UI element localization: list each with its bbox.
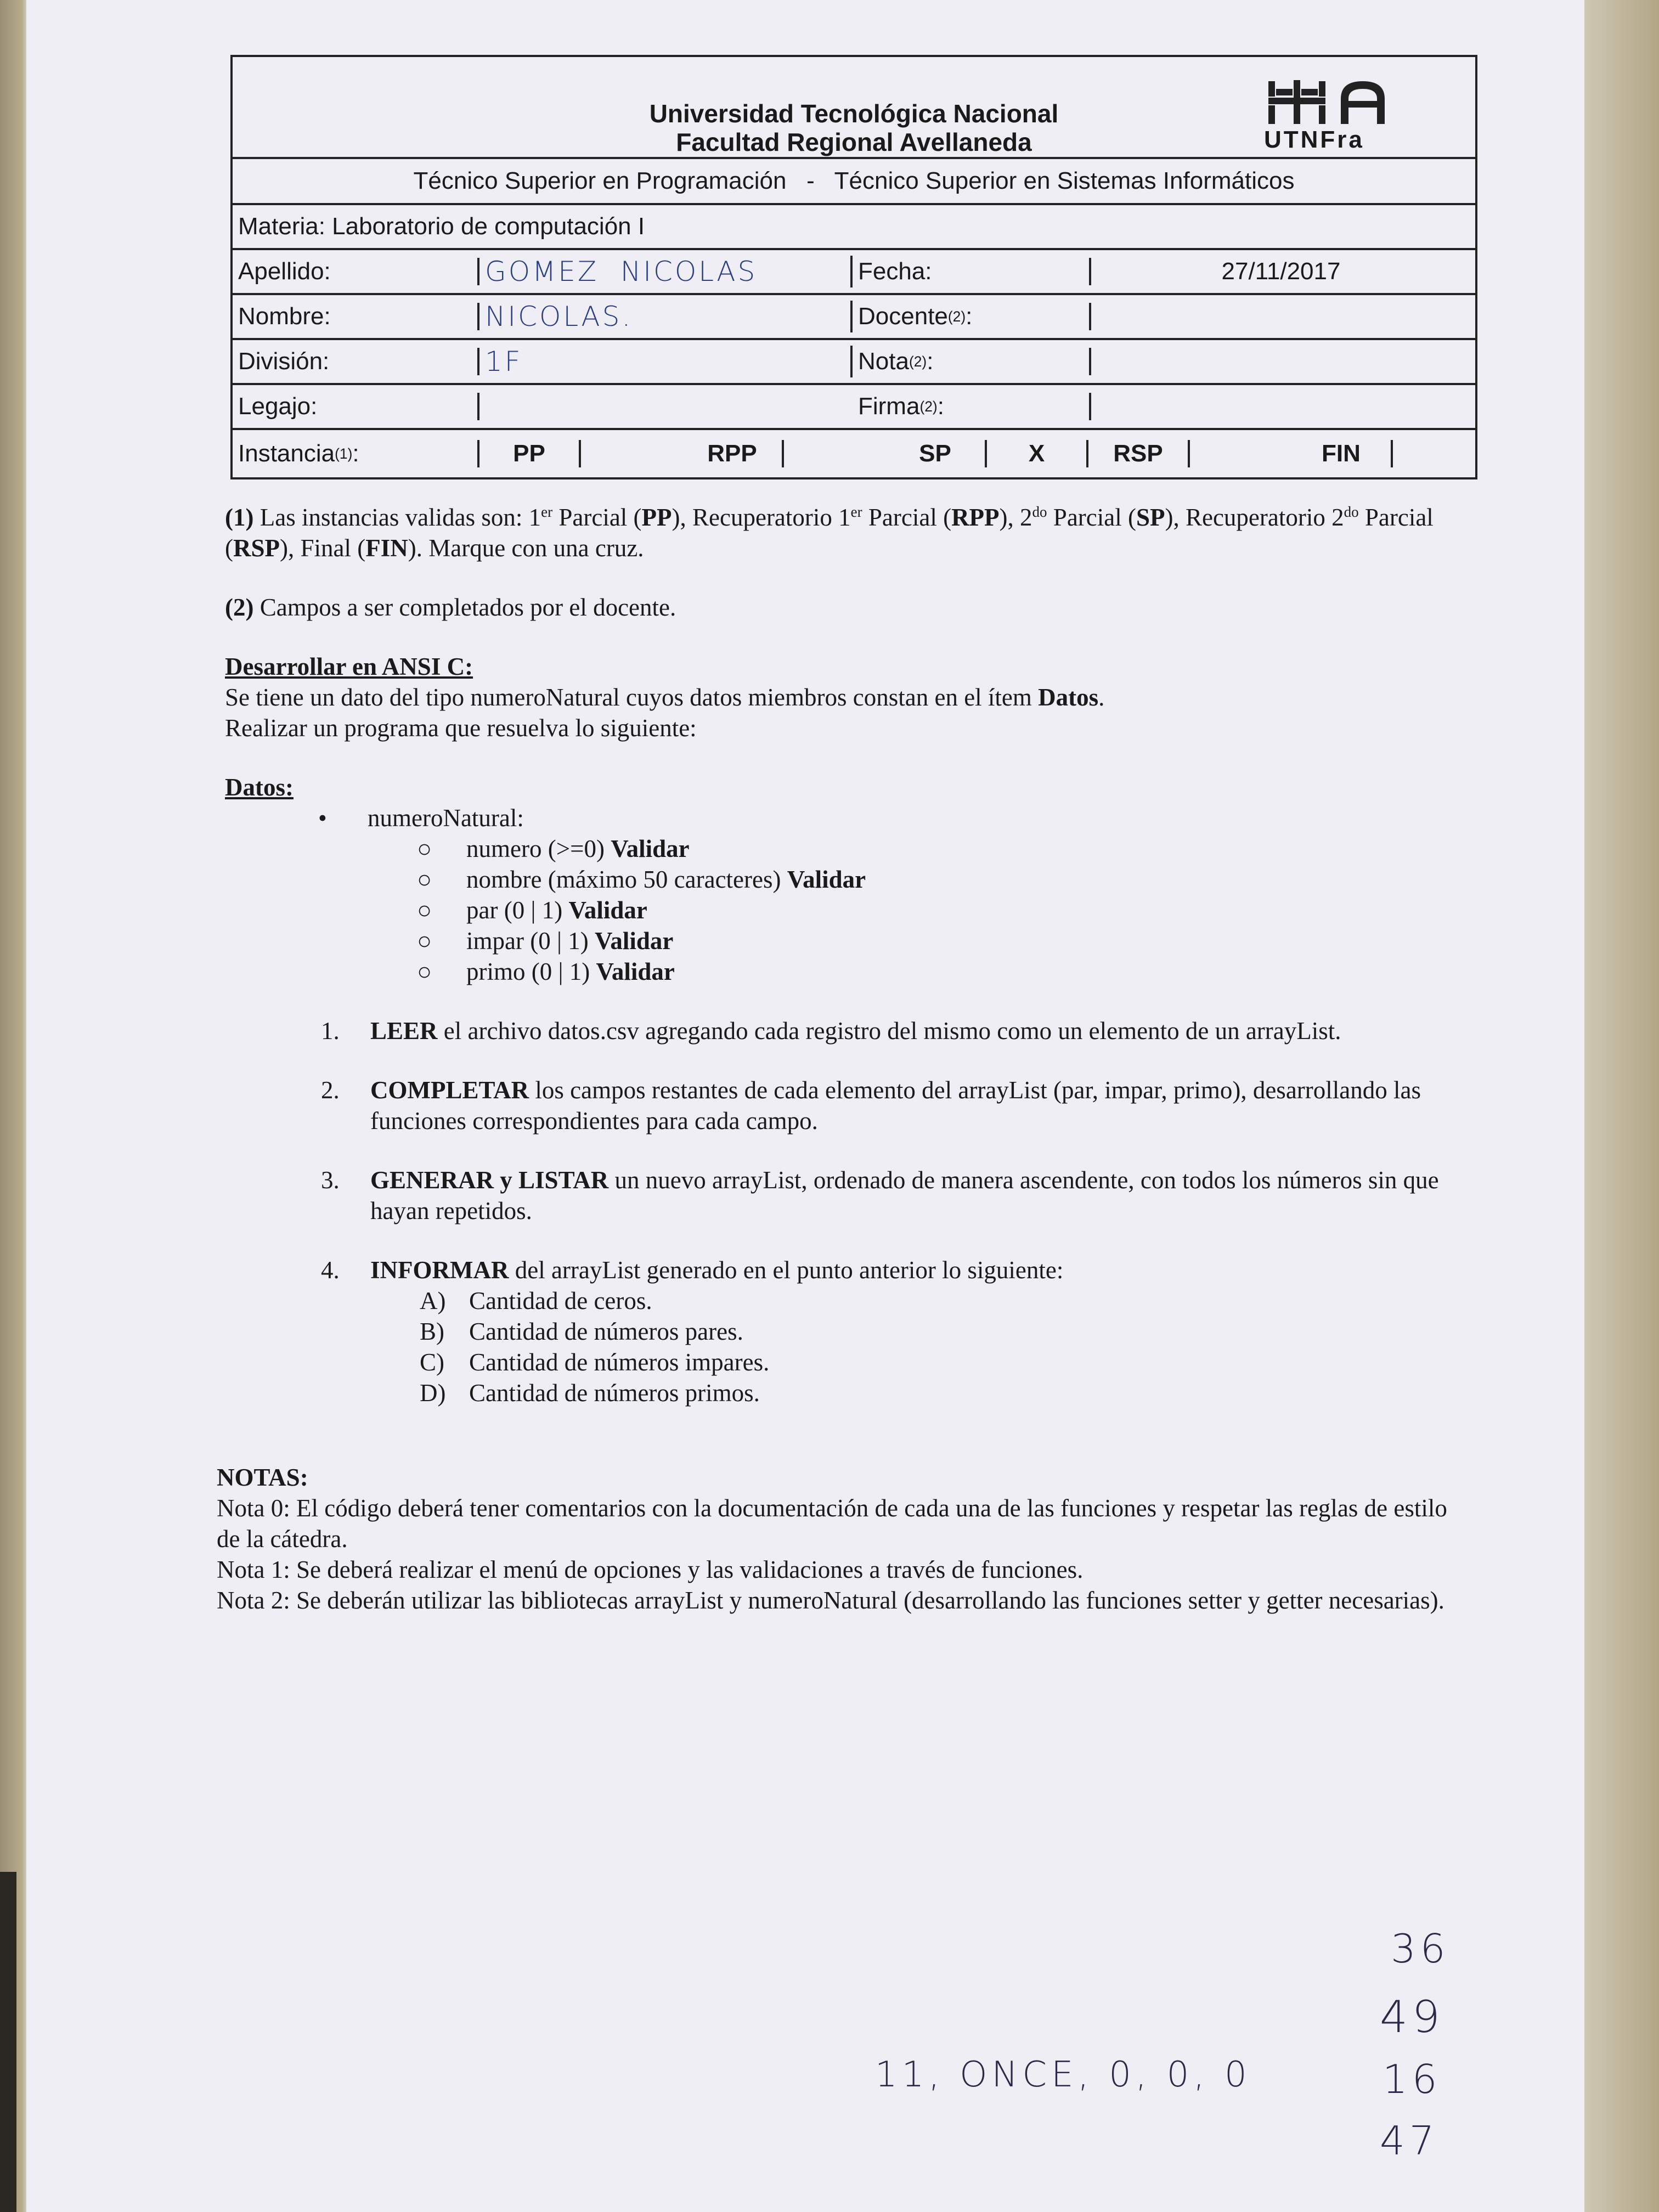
field-item: ○ par (0 | 1) Validar <box>466 895 1459 926</box>
nombre-value[interactable]: NICOLAS. <box>479 301 853 332</box>
docente-label: Docente (2) : <box>853 303 1091 330</box>
notes-section <box>217 1462 1451 1616</box>
instancia-rpp: RPP <box>682 440 784 467</box>
firma-label: Firma (2) : <box>853 393 1091 420</box>
handwritten-number: 36 <box>1391 1926 1450 1972</box>
circle-bullet-icon: ○ <box>417 896 432 924</box>
field-item: ○ numero (>=0) Validar <box>466 833 1459 864</box>
utn-logo-icon <box>1264 77 1401 126</box>
background-surface <box>0 1872 16 2212</box>
fecha-label: Fecha: <box>853 258 1091 285</box>
instancia-rsp: RSP <box>1088 440 1190 467</box>
apellido-row <box>233 250 1475 295</box>
division-row <box>233 340 1475 385</box>
intro-line-2: Realizar un programa que resuelva lo siguiente: <box>225 714 697 742</box>
section-heading: Desarrollar en ANSI C: <box>225 653 473 680</box>
apellido-value[interactable]: GOMEZ NICOLAS <box>479 256 853 287</box>
fecha-value: 27/11/2017 <box>1221 258 1341 285</box>
note-2-text: Nota 2: Se deberán utilizar las bibliotecas arrayList y numeroNatural (desarrollando las funciones setter y getter necesarias). <box>217 1587 1444 1614</box>
task-item: 2. COMPLETAR los campos restantes de cada elemento del arrayList (par, impar, primo), desarrollando las funciones correspondientes para cada campo. <box>321 1076 1421 1135</box>
division-label: División: <box>233 348 479 375</box>
division-value[interactable]: 1F <box>479 346 853 377</box>
nota-label: Nota (2) : <box>853 348 1091 375</box>
instancia-fin: FIN <box>1291 440 1393 467</box>
notes-heading: NOTAS: <box>217 1464 308 1491</box>
datos-heading: Datos: <box>225 774 294 801</box>
task-item: 3. GENERAR y LISTAR un nuevo arrayList, ordenado de manera ascendente, con todos los números sin que hayan repetidos. <box>321 1166 1439 1224</box>
university-name: Universidad Tecnológica Nacional <box>649 99 1059 128</box>
list-item: • numeroNatural: ○ numero (>=0) Validar ○ nombre (máximo 50 caracteres) Validar ○ par (0 | 1) Validar ○ impar (0 | 1) Validar ○ primo (0 | 1) Validar <box>368 803 1459 987</box>
note-0: Nota 0: El código deberá tener comentarios con la documentación de cada una de las funciones y respetar las reglas de estilo de la cátedra. <box>217 1494 1447 1553</box>
circle-bullet-icon: ○ <box>417 958 432 985</box>
legajo-row <box>233 385 1475 430</box>
handwritten-number: 49 <box>1380 1991 1444 2042</box>
bullet-icon: • <box>318 804 327 832</box>
task-item: 1. LEER el archivo datos.csv agregando cada registro del mismo como un elemento de un arrayList. <box>321 1017 1341 1045</box>
circle-bullet-icon: ○ <box>417 927 432 955</box>
note-1: (1) Las instancias validas son: 1er Parcial (PP), Recuperatorio 1er Parcial (RPP), $2^{do}$ Parcial (SP), Recuperatorio $2^{do}$ Parcial (RSP), Final (FIN). Marque con una cruz. <box>225 504 1434 562</box>
nombre-label: Nombre: <box>233 303 479 330</box>
note-1-text: Nota 1: Se deberá realizar el menú de opciones y las validaciones a través de funciones. <box>217 1556 1084 1583</box>
utn-logo-text: UTNFra <box>1264 126 1364 153</box>
handwritten-number: 47 <box>1380 2118 1439 2164</box>
intro-line-1: Se tiene un dato del tipo numeroNatural cuyos datos miembros constan en el ítem Datos. <box>225 684 1105 711</box>
apellido-label: Apellido: <box>233 258 479 285</box>
informar-item: A) Cantidad de ceros. <box>420 1287 652 1314</box>
informar-list <box>420 1285 1459 1408</box>
field-list <box>417 833 1459 987</box>
handwritten-csv-line: 11, ONCE, 0, 0, 0 <box>875 2055 1251 2095</box>
circle-bullet-icon: ○ <box>417 866 432 893</box>
informar-item: D) Cantidad de números primos. <box>420 1379 760 1407</box>
exam-body <box>225 502 1459 1408</box>
header-title-row <box>233 57 1475 159</box>
handwritten-number: 16 <box>1383 2056 1442 2102</box>
legajo-label: Legajo: <box>233 393 479 420</box>
datos-list <box>225 803 1459 987</box>
note-2: (2) Campos a ser completados por el docente. <box>225 594 676 621</box>
task-list <box>225 1015 1459 1408</box>
instancia-sp-box[interactable]: X <box>987 440 1088 467</box>
utn-logo <box>1264 77 1401 154</box>
careers-row: Técnico Superior en Programación - Técnico Superior en Sistemas Informáticos <box>233 159 1475 205</box>
field-item: ○ primo (0 | 1) Validar <box>466 956 1459 987</box>
instancia-label: Instancia (1) : <box>233 440 479 467</box>
informar-item: C) Cantidad de números impares. <box>420 1348 770 1376</box>
task-item: 4. INFORMAR del arrayList generado en el punto anterior lo siguiente: A) Cantidad de ceros. B) Cantidad de números pares. C) Cantidad de números impares. D) Cantidad de números primos. <box>225 1255 1459 1408</box>
faculty-name: Facultad Regional Avellaneda <box>676 128 1032 156</box>
informar-item: B) Cantidad de números pares. <box>420 1318 743 1345</box>
nombre-row <box>233 295 1475 340</box>
instancia-sp: SP <box>885 440 987 467</box>
field-item: ○ nombre (máximo 50 caracteres) Validar <box>466 864 1459 895</box>
circle-bullet-icon: ○ <box>417 835 432 862</box>
field-item: ○ impar (0 | 1) Validar <box>466 926 1459 956</box>
instancia-pp: PP <box>479 440 581 467</box>
instancia-row <box>233 430 1475 477</box>
exam-header-table <box>230 55 1477 479</box>
materia-row: Materia: Laboratorio de computación I <box>233 205 1475 250</box>
